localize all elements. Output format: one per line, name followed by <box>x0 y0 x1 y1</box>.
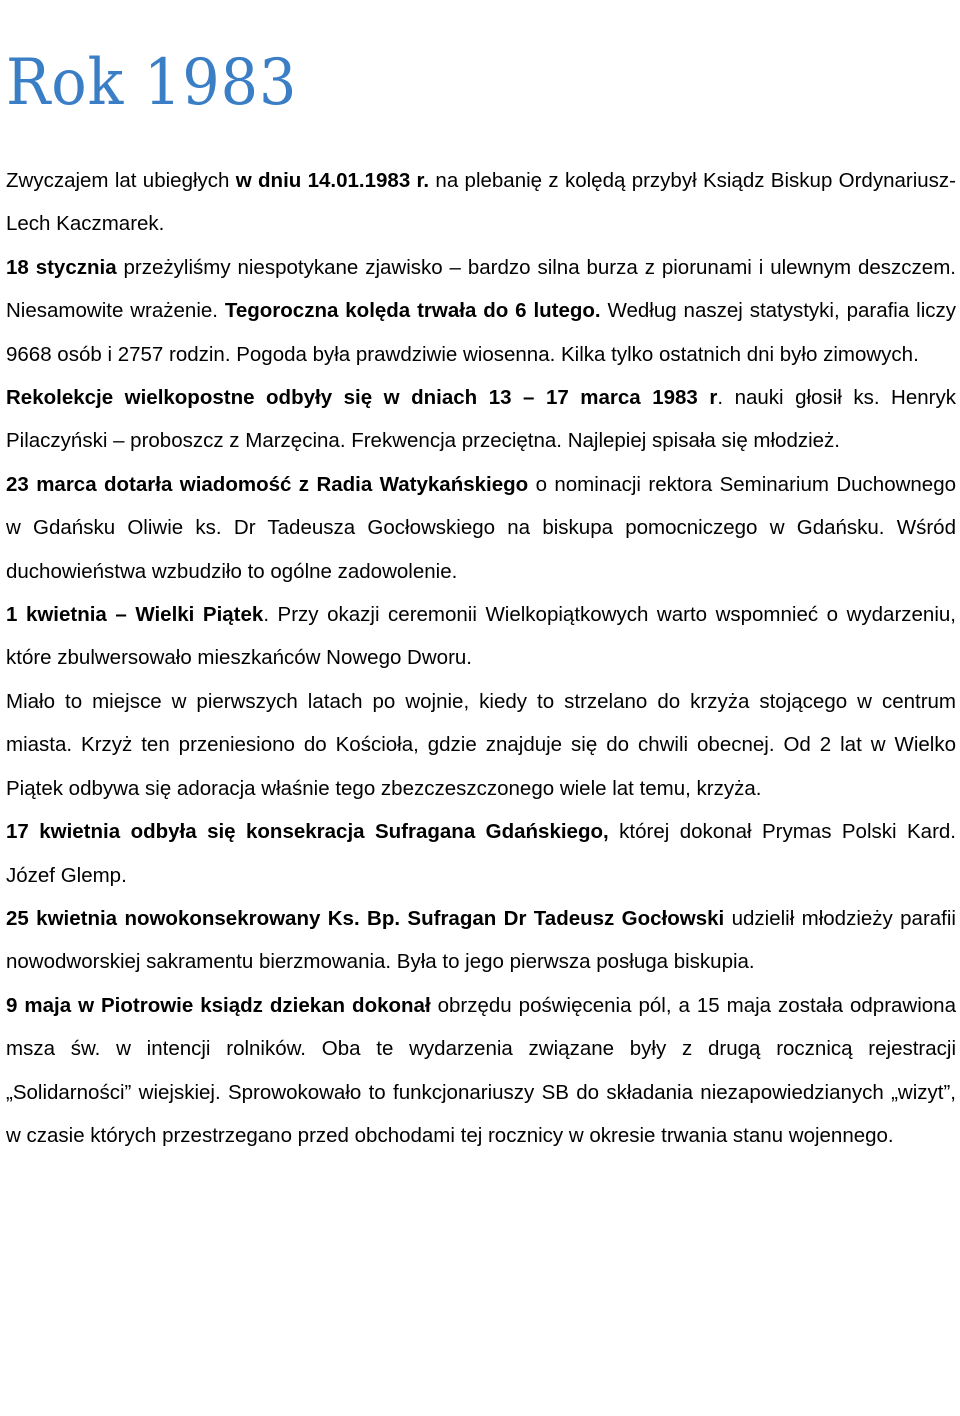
paragraph-kolęda-biskupa <box>6 159 956 246</box>
paragraph-konsekracja <box>6 810 956 897</box>
bold-highlight: 23 marca dotarła wiadomość z Radia Watykańskiego <box>6 472 529 496</box>
paragraph-krzyz <box>6 680 956 810</box>
page-title: Rok 1983 <box>6 45 298 120</box>
paragraph-rekolekcje <box>6 376 956 463</box>
text-segment: obrzędu poświęcenia pól, a 15 maja została odprawiona msza św. w intencji rolników. Oba te wydarzenia związane były z drugą rocznicą rejestracji „Solidarności” wiejskiej. Sprowokowało to funkcjonariuszy SB do składania niezapowiedzianych „wizyt”, w czasie których przestrzegano przed obchodami tej rocznicy w okresie trwania stanu wojennego. <box>6 993 956 1147</box>
text-segment: przeżyliśmy niespotykane zjawisko – bardzo silna burza z piorunami i ulewnym deszczem. Niesamowite wrażenie. <box>6 255 956 323</box>
bold-highlight: Tegoroczna kolęda trwała do 6 lutego. <box>224 299 601 323</box>
paragraph-poswiecenie-pol <box>6 984 956 1158</box>
text-segment: Według naszej statystyki, parafia liczy 9668 osób i 2757 rodzin. Pogoda była prawdziwie wiosenna. Kilka tylko ostatnich dni było zimowych. <box>6 299 956 366</box>
bold-highlight: 25 kwietnia nowokonsekrowany Ks. Bp. Sufragan Dr Tadeusz Gocłowski <box>6 906 725 930</box>
paragraph-bierzmowanie <box>6 897 956 984</box>
text-segment: o nominacji rektora Seminarium Duchownego w Gdańsku Oliwie ks. Dr Tadeusza Gocłowskiego na biskupa pomocniczego w Gdańsku. Wśród duchowieństwa wzbudziło to ogólne zadowolenie. <box>6 472 957 583</box>
document-body <box>6 159 956 1157</box>
text-segment: udzielił młodzieży parafii nowodworskiej sakramentu bierzmowania. Była to jego pierwsza posługa biskupia. <box>6 906 956 974</box>
date-highlight: 18 stycznia <box>6 255 117 279</box>
paragraph-nominacja <box>6 463 956 593</box>
text-segment: na plebanię z kolędą przybył Ksiądz Biskup Ordynariusz- Lech Kaczmarek. <box>6 169 956 236</box>
bold-highlight: 1 kwietnia – Wielki Piątek <box>6 603 264 627</box>
bold-highlight: 17 kwietnia odbyła się konsekracja Sufragana Gdańskiego, <box>6 820 609 844</box>
paragraph-burza-styczen <box>6 246 956 376</box>
bold-highlight: Rekolekcje wielkopostne odbyły się w dniach 13 – 17 marca 1983 r <box>6 386 718 410</box>
date-highlight: w dniu 14.01.1983 r. <box>235 169 430 192</box>
bold-highlight: 9 maja w Piotrowie ksiądz dziekan dokonał <box>6 993 431 1017</box>
text-segment: której dokonał Prymas Polski Kard. Józef Glemp. <box>6 820 957 887</box>
text-segment: Miało to miejsce w pierwszych latach po wojnie, kiedy to strzelano do krzyża stojącego w centrum miasta. Krzyż ten przeniesiono do Kościoła, gdzie znajduje się do chwili obecnej. Od 2 lat w Wielko Piątek odbywa się adoracja właśnie tego zbezczeszczonego wiele lat temu, krzyża. <box>6 689 956 800</box>
paragraph-wielki-piatek <box>6 593 956 680</box>
text-segment: . nauki głosił ks. Henryk Pilaczyński – proboszcz z Marzęcina. Frekwencja przeciętna. Najlepiej spisała się młodzież. <box>6 386 956 453</box>
text-segment: Zwyczajem lat ubiegłych <box>6 169 236 192</box>
text-segment: . Przy okazji ceremonii Wielkopiątkowych warto wspomnieć o wydarzeniu, które zbulwersowało mieszkańców Nowego Dworu. <box>6 603 956 670</box>
